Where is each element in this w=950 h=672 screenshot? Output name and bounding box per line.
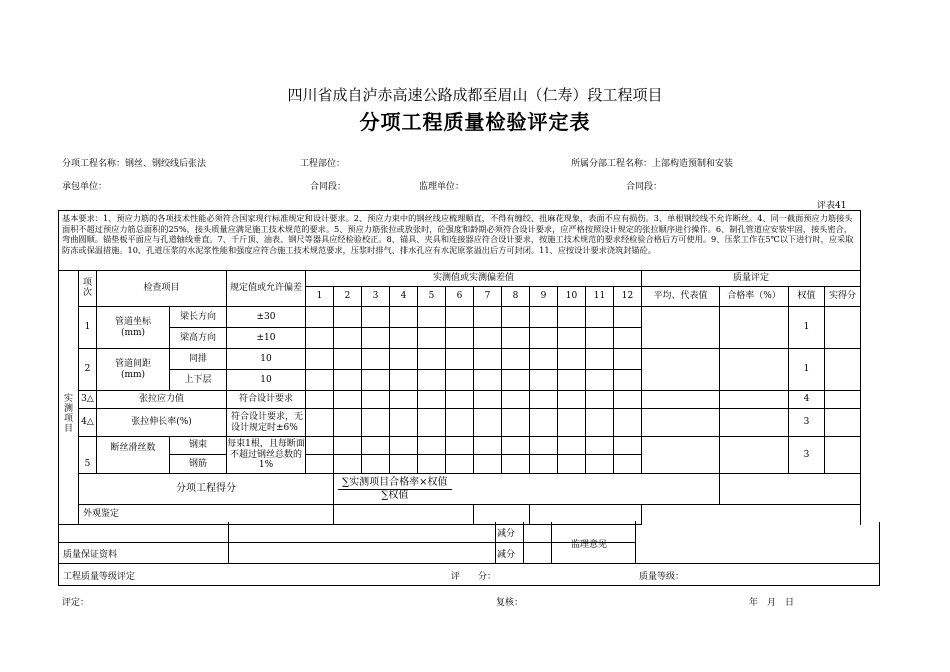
form-title: 分项工程质量检验评定表: [359, 110, 591, 134]
row-item: 管道坐标 (mm): [97, 307, 170, 349]
cell-number: 8: [502, 287, 530, 307]
row-spec: 符合设计要求，无设计规定时±6%: [227, 409, 306, 437]
row-number: 1: [79, 307, 97, 349]
quality-grade-label: 质量等级：: [639, 572, 685, 582]
cell-number: 2: [334, 287, 362, 307]
row-spec: ±10: [227, 328, 306, 349]
deduct-label-2: 减分: [497, 550, 516, 560]
supervisor-opinion-label: 监理意见: [571, 540, 608, 550]
formula-denominator: ∑权值: [381, 489, 409, 501]
formula-numerator: ∑实测项目合格率×权值: [338, 477, 452, 490]
subproject-value: 钢丝、钢绞线后张法: [125, 159, 207, 169]
row-subitem: 上下层: [170, 370, 227, 391]
section-label: 实测项目: [59, 307, 79, 525]
cell-number: 1: [306, 287, 334, 307]
cell-number: 9: [530, 287, 558, 307]
division-name: [571, 156, 733, 169]
row-number: 2: [79, 349, 97, 391]
col-item-header: 检查项目: [97, 271, 227, 307]
reviewer-label: 复核：: [496, 598, 524, 608]
cell-number: 3: [362, 287, 390, 307]
contract-section-2: 合同段：: [626, 182, 663, 192]
col-spec-header: 规定值或允许偏差: [227, 271, 306, 307]
col-avg-header: 平均、代表值: [642, 287, 720, 307]
row-item: 张拉伸长率(%): [97, 409, 227, 437]
cell-number: 4: [390, 287, 418, 307]
row-spec: 10: [227, 349, 306, 370]
cell-number: 7: [474, 287, 502, 307]
cell-number: 12: [614, 287, 642, 307]
cell-number: 5: [418, 287, 446, 307]
project-title: 四川省成自泸赤高速公路成都至眉山（仁寿）段工程项目: [287, 86, 663, 104]
row-spec: 每束1根，且每断面不超过钢丝总数的1%: [227, 437, 306, 474]
row-item: 断丝滑丝数: [97, 437, 170, 474]
qa-label: 质量保证资料: [63, 550, 118, 560]
row-number: 3△: [79, 391, 97, 409]
row-weight: 4: [789, 391, 825, 409]
col-score-header: 实得分: [825, 287, 861, 307]
division-label: 所属分部工程名称：: [571, 159, 653, 169]
col-seq-header: 项次: [79, 271, 97, 307]
cell-number: 11: [586, 287, 614, 307]
row-subitem: 钢束: [170, 437, 227, 455]
cell-number: 6: [446, 287, 474, 307]
row-subitem: 梁高方向: [170, 328, 227, 349]
row-weight: 3: [789, 409, 825, 437]
evaluation-section: [58, 522, 880, 586]
subproject-label: 分项工程名称：: [62, 159, 126, 169]
row-weight: 3: [789, 437, 825, 474]
row-subitem: 钢筋: [170, 455, 227, 474]
date-label: 年 月 日: [749, 598, 795, 608]
row-spec: ±30: [227, 307, 306, 328]
row-subitem: 梁长方向: [170, 307, 227, 328]
row-weight: 1: [789, 349, 825, 391]
assessor-label: 评定：: [62, 598, 90, 608]
subproject-name: [62, 156, 206, 169]
contract-section-1: 合同段：: [310, 182, 347, 192]
col-measured-header: 实测值或实测偏差值: [306, 271, 642, 287]
eval-score-label: 评 分：: [451, 572, 497, 582]
cell-number: 10: [558, 287, 586, 307]
row-subitem: 同排: [170, 349, 227, 370]
row-item: 张拉应力值: [97, 391, 227, 409]
appearance-label: 外观鉴定: [79, 505, 334, 525]
row-number: 5: [79, 437, 97, 474]
grade-label: 工程质量等级评定: [63, 572, 136, 582]
row-spec: 10: [227, 370, 306, 391]
col-weight-header: 权值: [789, 287, 825, 307]
basic-requirements: 基本要求：1、预应力筋的各项技术性能必须符合国家现行标准规定和设计要求。2、预应力束中的钢丝线应梳理顺直，不得有缠绞、扭麻花现象，表面不应有损伤。3、单根钢绞线不允许断丝。4、同一截面预应力筋接头面积不超过预应力筋总面积的25%，接头质量应满足施工技术规范的要求。5、预应力筋张拉或放张时，砼强度和龄期必须符合设计要求，应严格按照设计规定的张拉顺序进行操作。6、制孔管道应安装牢固，接头密合，弯曲圆顺。锚垫板平面应与孔道轴线垂直。7、千斤顶、油表、钢尺等器具应经检验校正。8、锚具、夹具和连接器应符合设计要求，按施工技术规范的要求经检验合格后方可使用。9、压浆工作在5℃以下进行时，应采取防冻或保温措施。10、孔道压浆的水泥浆性能和强度应符合施工技术规范要求，压浆时排气、排水孔应有水泥原浆溢出后方可封闭。11、应按设计要求浇筑封锚砼。: [59, 211, 861, 271]
form-number: 评表41: [817, 201, 847, 211]
score-label: 分项工程得分: [79, 474, 334, 505]
row-item: 管道间距 (mm): [97, 349, 170, 391]
row-weight: 1: [789, 307, 825, 349]
score-formula: [334, 474, 720, 505]
col-quality-header: 质量评定: [642, 271, 861, 287]
supervisor-label: 监理单位：: [419, 182, 465, 192]
row-number: 4△: [79, 409, 97, 437]
location-label: 工程部位：: [300, 159, 346, 169]
division-value: 上部构造预制和安装: [652, 159, 734, 169]
row-spec: 符合设计要求: [227, 391, 306, 409]
contractor-label: 承包单位：: [62, 182, 108, 192]
inspection-table: [58, 210, 861, 525]
col-rate-header: 合格率（%）: [720, 287, 789, 307]
deduct-label-1: 减分: [497, 529, 516, 539]
